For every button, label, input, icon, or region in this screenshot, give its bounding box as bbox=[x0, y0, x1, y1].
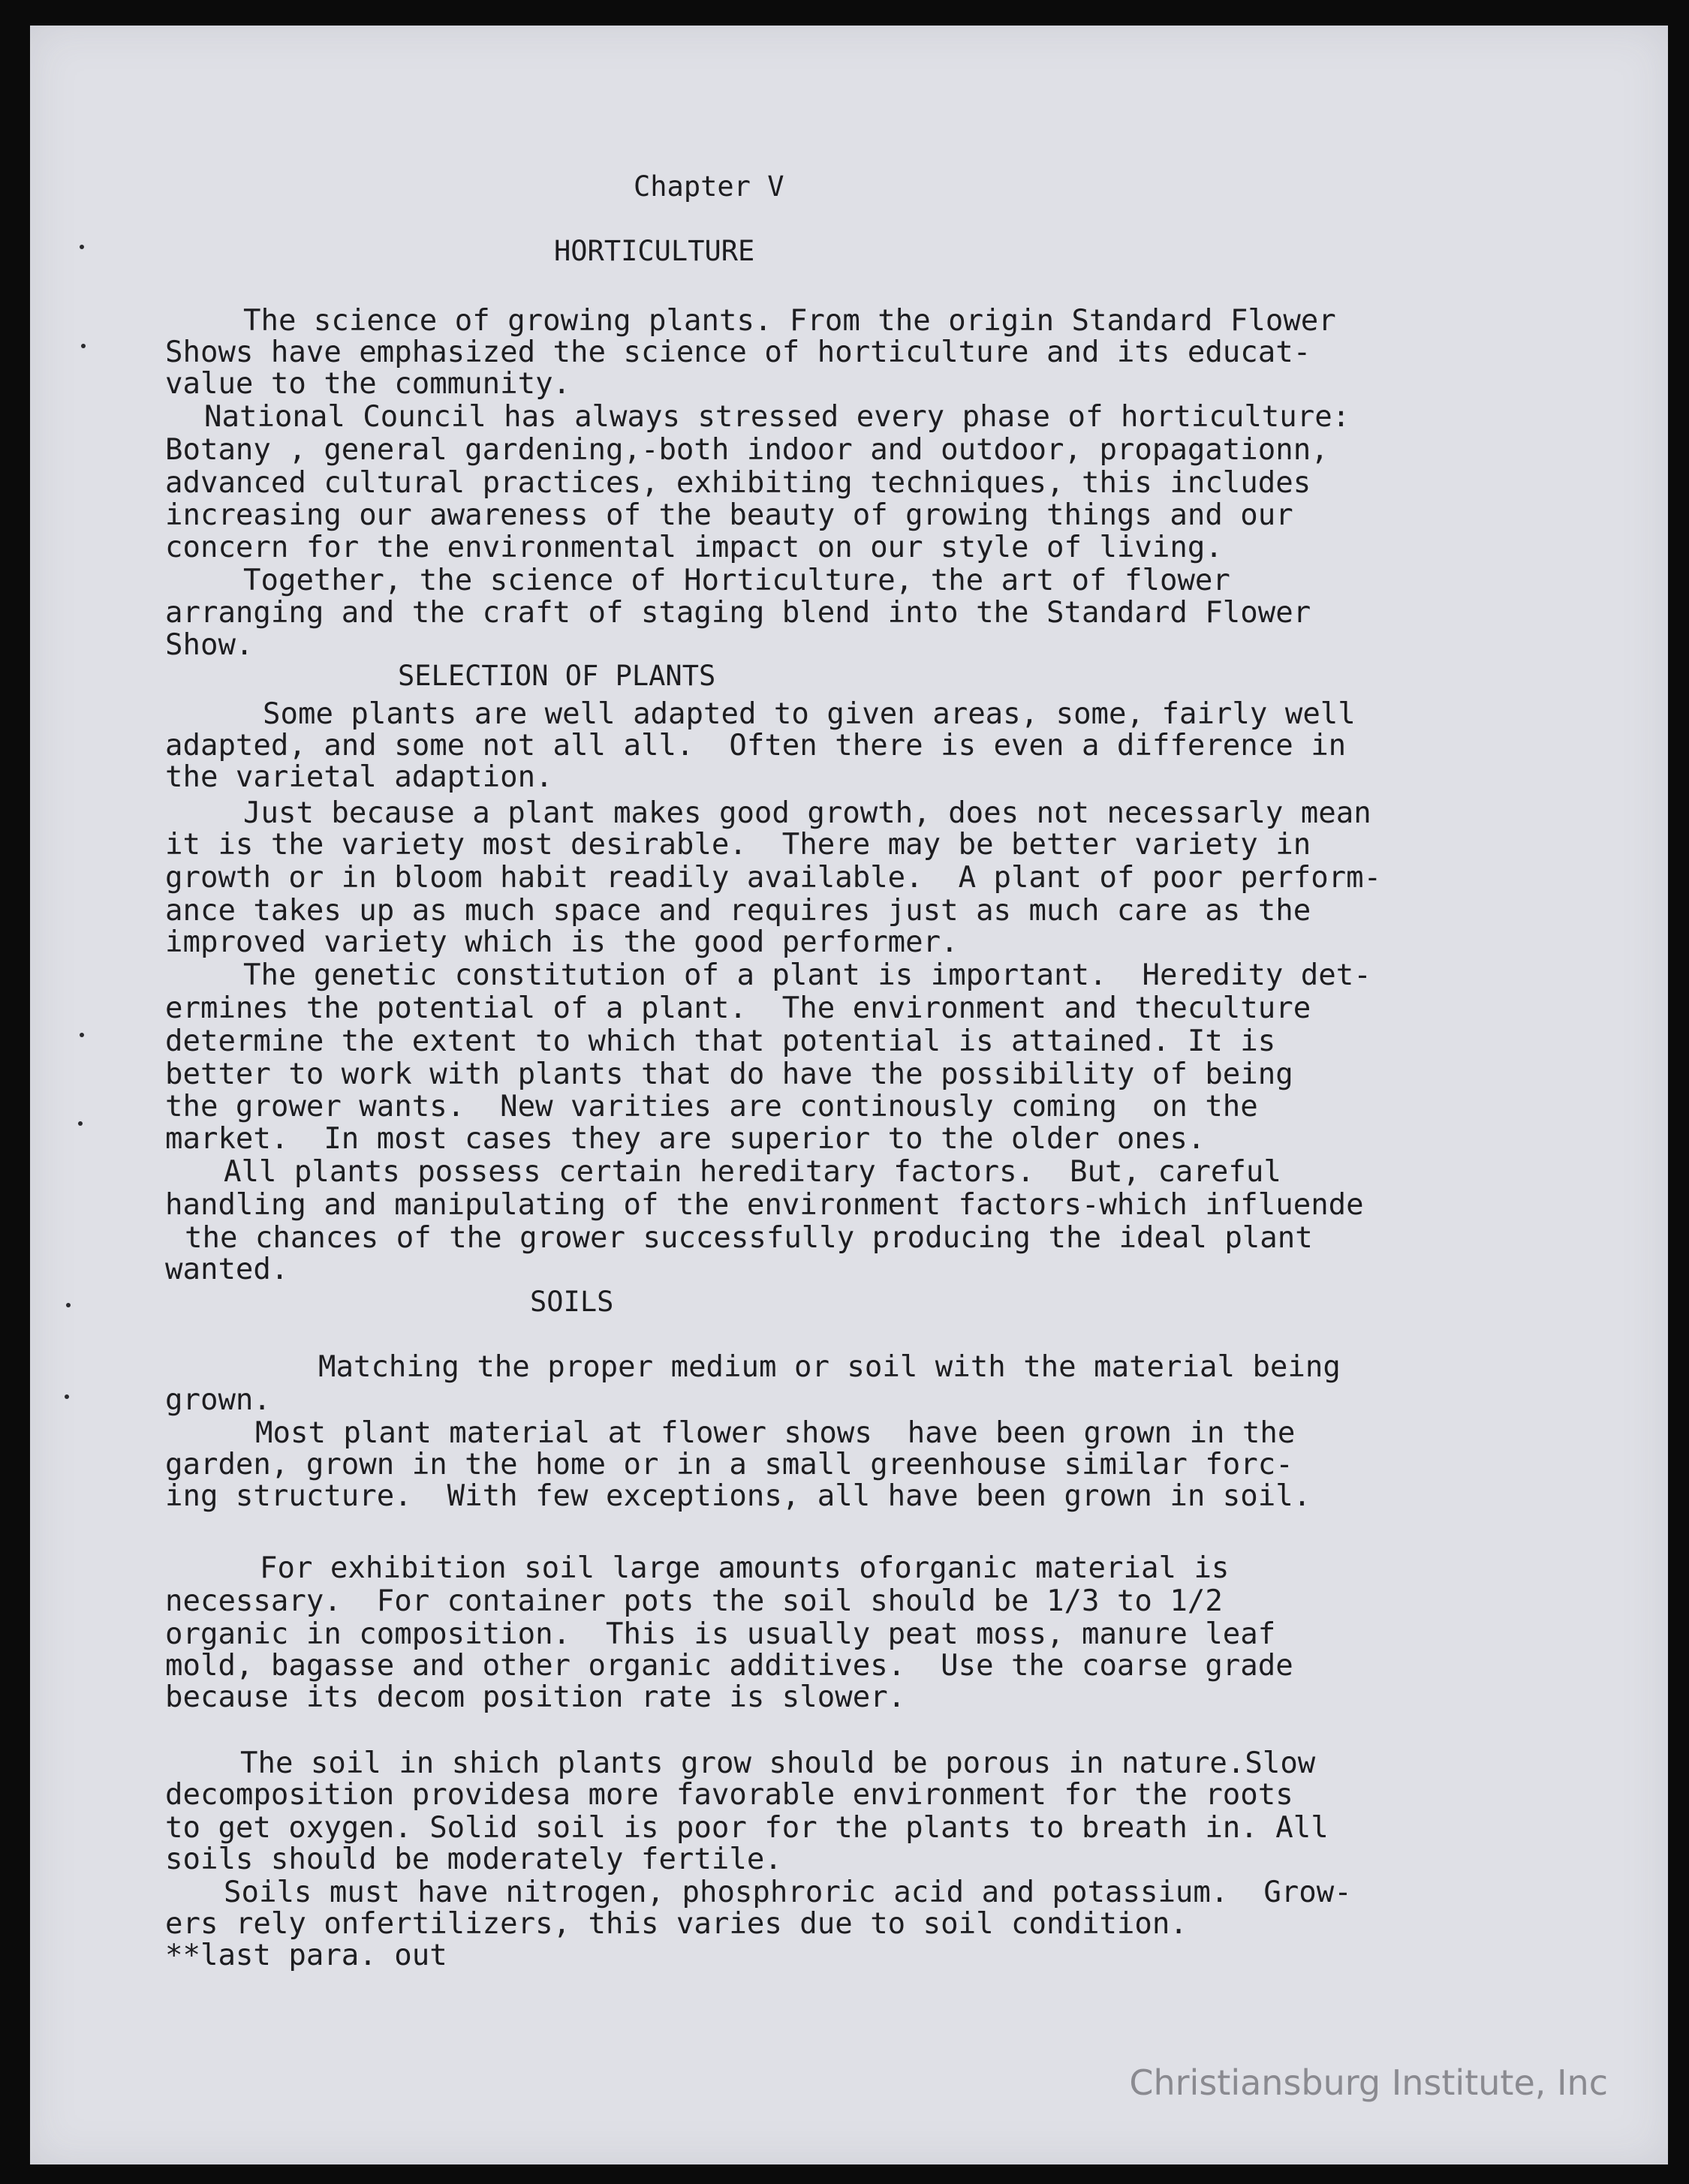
text-line: increasing our awareness of the beauty of growing things and our bbox=[165, 498, 1293, 532]
text-line: because its decom position rate is slower. bbox=[165, 1680, 906, 1714]
text-line: Matching the proper medium or soil with the material being bbox=[318, 1350, 1341, 1384]
text-line: ing structure. With few exceptions, all have been grown in soil. bbox=[165, 1479, 1311, 1513]
text-line: the varietal adaption. bbox=[165, 760, 553, 794]
text-line: organic in composition. This is usually peat moss, manure leaf bbox=[165, 1617, 1276, 1651]
soils-heading: SOILS bbox=[530, 1286, 614, 1318]
text-line: Some plants are well adapted to given areas, some, fairly well bbox=[263, 697, 1356, 731]
selection-heading: SELECTION OF PLANTS bbox=[398, 660, 716, 692]
text-line: Most plant material at flower shows have been grown in the bbox=[255, 1416, 1296, 1450]
text-line: Soils must have nitrogen, phosphroric acid and potassium. Grow- bbox=[224, 1876, 1352, 1909]
text-line: the grower wants. New varities are continously coming on the bbox=[165, 1090, 1258, 1124]
text-line: necessary. For container pots the soil should be 1/3 to 1/2 bbox=[165, 1584, 1223, 1618]
text-line: The science of growing plants. From the origin Standard Flower bbox=[243, 304, 1336, 338]
text-line: Together, the science of Horticulture, the art of flower bbox=[243, 564, 1230, 597]
text-line: Show. bbox=[165, 628, 254, 662]
text-line: **last para. out bbox=[165, 1939, 447, 1972]
text-line: All plants possess certain hereditary factors. But, careful bbox=[224, 1155, 1281, 1189]
text-line: garden, grown in the home or in a small greenhouse similar forc- bbox=[165, 1448, 1293, 1482]
margin-mark bbox=[81, 344, 86, 348]
text-line: ers rely onfertilizers, this varies due to soil condition. bbox=[165, 1907, 1188, 1941]
text-line: mold, bagasse and other organic additives. Use the coarse grade bbox=[165, 1649, 1293, 1683]
text-line: soils should be moderately fertile. bbox=[165, 1843, 782, 1876]
text-line: it is the variety most desirable. There may be better variety in bbox=[165, 828, 1311, 862]
text-line: improved variety which is the good performer. bbox=[165, 925, 959, 959]
text-line: The genetic constitution of a plant is important. Heredity det- bbox=[243, 958, 1371, 992]
text-line: to get oxygen. Solid soil is poor for the plants to breath in. All bbox=[165, 1811, 1329, 1845]
text-line: determine the extent to which that potential is attained. It is bbox=[165, 1024, 1276, 1058]
chapter-heading: Chapter V bbox=[634, 170, 784, 203]
text-line: advanced cultural practices, exhibiting techniques, this includes bbox=[165, 466, 1311, 500]
section-title: HORTICULTURE bbox=[554, 235, 755, 267]
watermark-text: Christiansburg Institute, Inc bbox=[1129, 2062, 1608, 2103]
text-line: handling and manipulating of the environment factors-which influende bbox=[165, 1188, 1364, 1222]
text-line: growth or in bloom habit readily available. A plant of poor perform- bbox=[165, 861, 1382, 895]
text-line: ance takes up as much space and requires just as much care as the bbox=[165, 894, 1311, 928]
text-line: arranging and the craft of staging blend into the Standard Flower bbox=[165, 596, 1311, 630]
text-line: decomposition providesa more favorable environment for the roots bbox=[165, 1778, 1293, 1812]
margin-mark bbox=[80, 245, 84, 249]
text-line: ermines the potential of a plant. The environment and theculture bbox=[165, 991, 1311, 1025]
typed-page bbox=[30, 26, 1668, 2164]
margin-mark bbox=[66, 1303, 71, 1307]
text-line: concern for the environmental impact on our style of living. bbox=[165, 531, 1223, 564]
text-line: market. In most cases they are superior to the older ones. bbox=[165, 1122, 1206, 1156]
margin-mark bbox=[78, 1121, 83, 1126]
text-line: value to the community. bbox=[165, 367, 571, 401]
text-line: the chances of the grower successfully producing the ideal plant bbox=[185, 1221, 1313, 1255]
text-line: National Council has always stressed every phase of horticulture: bbox=[204, 400, 1350, 434]
text-line: better to work with plants that do have the possibility of being bbox=[165, 1057, 1293, 1091]
text-line: adapted, and some not all all. Often there is even a difference in bbox=[165, 729, 1347, 763]
text-line: wanted. bbox=[165, 1253, 289, 1286]
text-line: Botany , general gardening,-both indoor and outdoor, propagationn, bbox=[165, 433, 1329, 467]
text-line: grown. bbox=[165, 1383, 271, 1417]
text-line: The soil in shich plants grow should be porous in nature.Slow bbox=[240, 1746, 1316, 1780]
text-line: Shows have emphasized the science of horticulture and its educat- bbox=[165, 335, 1311, 369]
text-line: Just because a plant makes good growth, does not necessarly mean bbox=[243, 796, 1371, 830]
margin-mark bbox=[65, 1394, 69, 1399]
margin-mark bbox=[80, 1033, 84, 1037]
text-line: For exhibition soil large amounts oforganic material is bbox=[260, 1551, 1230, 1585]
